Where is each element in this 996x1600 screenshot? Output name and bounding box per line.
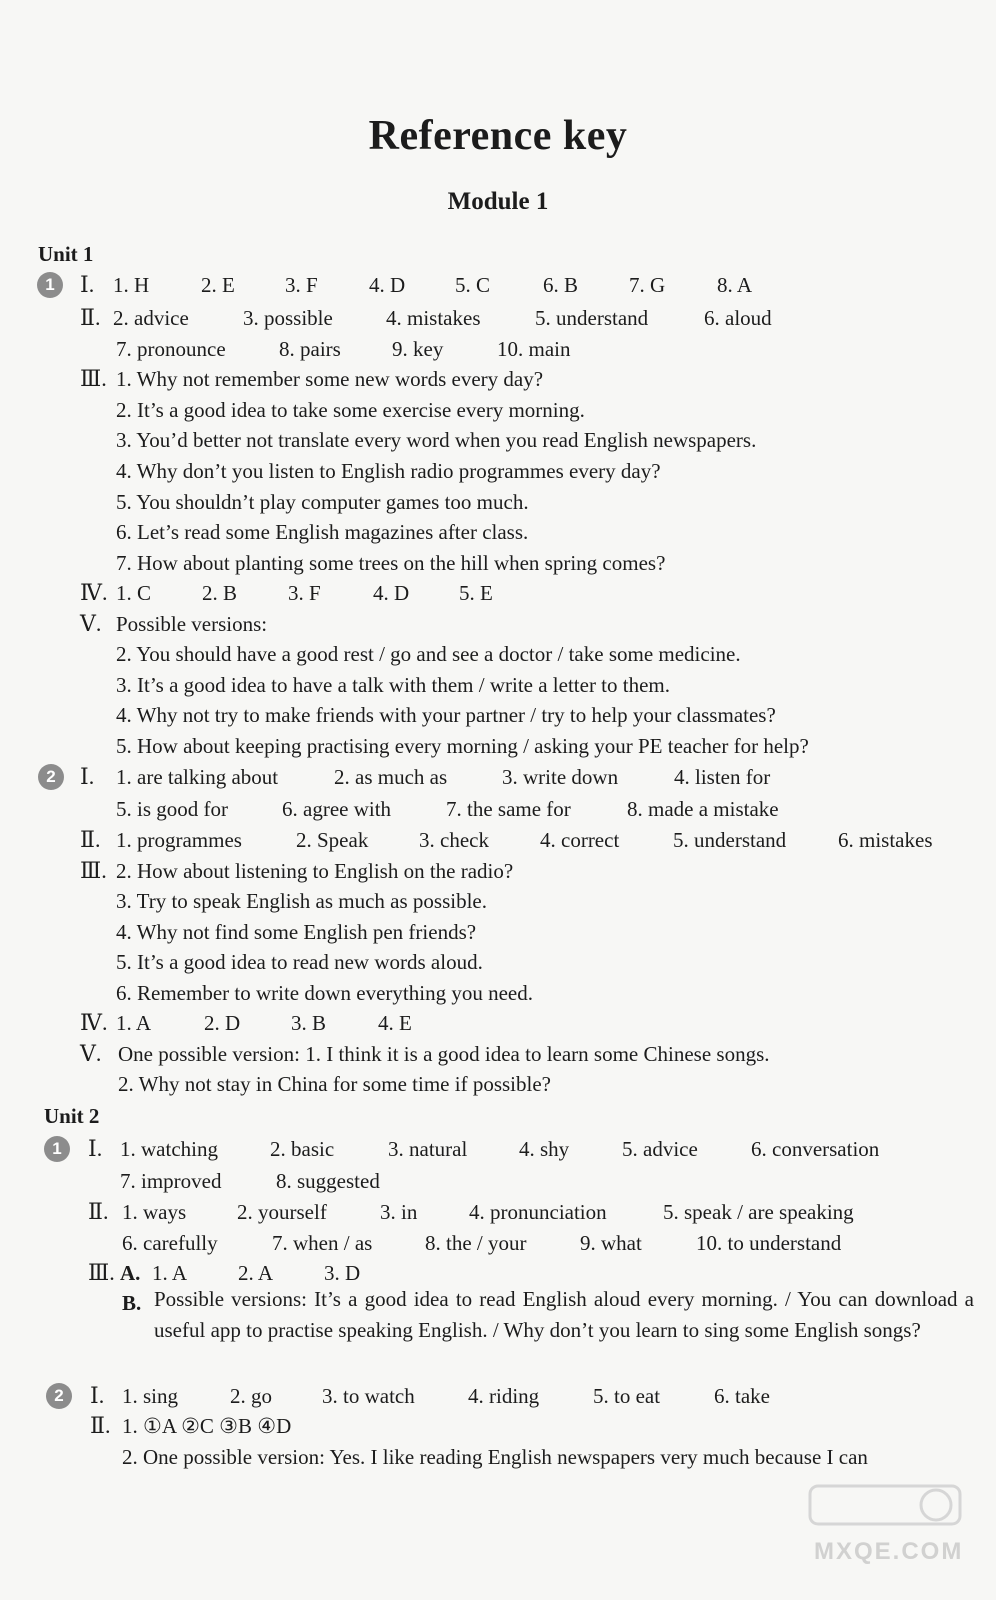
- answer-paragraph: Possible versions: It’s a good idea to read English aloud every morning. / You can download a useful app to practise speaking English. / Why don’t you learn to sing some English songs?: [154, 1287, 974, 1342]
- section-numeral: Ⅳ.: [80, 580, 108, 605]
- section-numeral: Ⅳ.: [80, 1010, 108, 1035]
- section-numeral: Ⅰ.: [80, 272, 95, 297]
- section-numeral: Ⅱ.: [80, 827, 101, 852]
- subsection-label: B.: [122, 1291, 142, 1315]
- watermark-text: MXQE.COM: [814, 1538, 964, 1565]
- section-numeral: Ⅲ.: [80, 858, 107, 883]
- section-numeral: Ⅴ.: [80, 1041, 102, 1066]
- section-numeral: Ⅱ.: [90, 1413, 111, 1438]
- part-1-badge: 1: [37, 272, 63, 298]
- section-numeral: Ⅰ.: [88, 1136, 103, 1161]
- answer-line: 3. You’d better not translate every word when you read English newspapers.: [116, 428, 757, 452]
- answer-line: 4. Why not try to make friends with your partner / try to help your classmates?: [116, 703, 776, 727]
- watermark-logo: [808, 1482, 968, 1537]
- answer-line: 2. Why not stay in China for some time if possible?: [118, 1072, 551, 1096]
- answer-line: 5. You shouldn’t play computer games too much.: [116, 490, 529, 514]
- answer-line: 1. Why not remember some new words every day?: [116, 367, 544, 391]
- answer-circle-logo-icon: [808, 1482, 968, 1528]
- answer-line: 4. Why don’t you listen to English radio programmes every day?: [116, 459, 661, 483]
- answer-line: 3. Try to speak English as much as possible.: [116, 889, 487, 913]
- section-numeral: Ⅰ.: [80, 764, 95, 789]
- section-numeral: Ⅱ.: [88, 1199, 109, 1224]
- unit-1-heading: Unit 1: [38, 242, 94, 266]
- part-2-badge: 2: [38, 764, 64, 790]
- answer-line: 2. How about listening to English on the radio?: [116, 859, 514, 883]
- answer-key-page: Reference key Module 1 Unit 1 1 Ⅰ. 1. H 2. E 3. F 4. D 5. C 6. B 7. G 8. A Ⅱ. 2. advice 3. possible 4. mistakes 5. understand 6. aloud 7. pronounce 8. pairs 9. key 10. main Ⅲ. 1. Why not remember some new words every day? 2. It’s a good idea to take some exercise every morning. 3. You’d better not translate every word when you read English newspapers. 4. Why don’t you listen to English radio programmes every day? 5. You shouldn’t play computer games too much. 6. Let’s read some English magazines after class. 7. How about planting some trees on the hill when spring comes? Ⅳ. 1. C 2. B 3. F 4. D 5. E Ⅴ. Possible versions: 2. You should have a good rest / go and see a doctor / take some medicine. 3. It’s a good idea to have a talk with them / write a letter to them. 4. Why not try to make friends with your partner / try to help your classmates? 5. How about keeping practising every morning / asking your PE teacher for help? 2 Ⅰ. 1. are talking about 2. as much as 3. write down 4. listen for 5. is good for 6. agree with 7. the same for 8. made a mistake Ⅱ. 1. programmes 2. Speak 3. check 4. correct 5. understand 6. mistakes Ⅲ. 2. How about listening to English on the radio? 3. Try to speak English as much as possible. 4. Why not find some English pen friends? 5. It’s a good idea to read new words aloud. 6. Remember to write down everything you need. Ⅳ. 1. A 2. D 3. B 4. E Ⅴ. One possible version: 1. I think it is a good idea to learn some Chinese songs. 2. Why not stay in China for some time if possible? Unit 2 1 Ⅰ. 1. watching 2. basic 3. natural 4. shy 5. advice 6. conversation 7. improved 8. suggested Ⅱ. 1. ways 2. yourself 3. in 4. pronunciation 5. speak / are speaking 6. carefully 7. when / as 8. the / your 9. what 10. to understand Ⅲ. A. 1. A 2. A 3. D B. Possible versions: It’s a good idea to read English aloud every morning. / You can download a useful app to practise speaking English. / Why don’t you learn to sing some English songs? 2 Ⅰ. 1. sing 2. go 3. to watch 4. riding 5. to eat 6. take Ⅱ. 1. ①A ②C ③B ④D 2. One possible version: Yes. I like reading English newspapers very much because I can MXQE.COM: [0, 0, 996, 1600]
- answer-line: Possible versions:: [116, 612, 268, 636]
- answer-line: 6. Let’s read some English magazines after class.: [116, 520, 529, 544]
- section-numeral: Ⅱ.: [80, 305, 101, 330]
- part-2-badge: 2: [46, 1383, 72, 1409]
- page-title: Reference key: [368, 113, 628, 159]
- section-numeral: Ⅰ.: [90, 1383, 105, 1408]
- answer-line: 5. How about keeping practising every morning / asking your PE teacher for help?: [116, 734, 809, 758]
- answer-line: 2. You should have a good rest / go and see a doctor / take some medicine.: [116, 642, 741, 666]
- answer-line: 3. It’s a good idea to have a talk with them / write a letter to them.: [116, 673, 671, 697]
- unit-2-heading: Unit 2: [44, 1104, 100, 1128]
- answer-line: 5. It’s a good idea to read new words aloud.: [116, 950, 483, 974]
- answer-line: 6. Remember to write down everything you need.: [116, 981, 533, 1005]
- section-numeral: Ⅲ.: [80, 366, 107, 391]
- part-1-badge: 1: [44, 1136, 70, 1162]
- answer-line: 2. One possible version: Yes. I like reading English newspapers very much because I can: [122, 1445, 868, 1469]
- section-numeral: Ⅴ.: [80, 611, 102, 636]
- answer-line: 2. It’s a good idea to take some exercise every morning.: [116, 398, 585, 422]
- answer-line: 1. ①A ②C ③B ④D: [122, 1414, 292, 1438]
- module-heading: Module 1: [447, 188, 549, 215]
- answer-line: 4. Why not find some English pen friends?: [116, 920, 477, 944]
- section-numeral: Ⅲ.: [88, 1260, 115, 1285]
- answer-line: One possible version: 1. I think it is a good idea to learn some Chinese songs.: [118, 1042, 770, 1066]
- answer-line: 7. How about planting some trees on the hill when spring comes?: [116, 551, 666, 575]
